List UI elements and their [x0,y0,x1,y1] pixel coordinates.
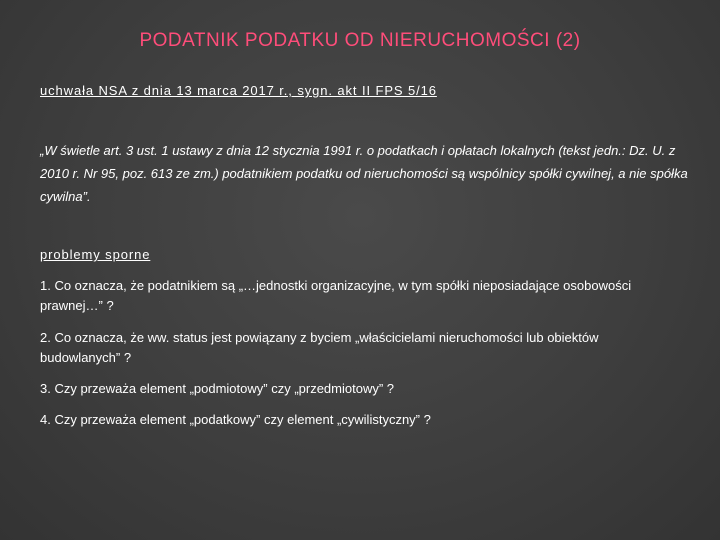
problem-item-1: 1. Co oznacza, że podatnikiem są „…jednostki organizacyjne, w tym spółki nieposiadające osobowości prawnej…” ? [40,278,632,313]
resolution-heading: uchwała NSA z dnia 13 marca 2017 r., sygn. akt II FPS 5/16 [40,83,437,98]
problems-heading: problemy sporne [40,247,151,262]
resolution-quote: „W świetle art. 3 ust. 1 ustawy z dnia 12 stycznia 1991 r. o podatkach i opłatach lokalnych (tekst jedn.: Dz. U. z 2010 r. Nr 95, poz. 613 ze zm.) podatnikiem podatku od nieruchomości są wspólnicy spółki cywilnej, a nie spółka cywilna”. [40,143,688,204]
problem-item-3: 3. Czy przeważa element „podmiotowy” czy „przedmiotowy” ? [40,381,395,396]
problem-item-4: 4. Czy przeważa element „podatkowy” czy element „cywilistyczny” ? [40,412,431,427]
problem-item-2: 2. Co oznacza, że ww. status jest powiązany z byciem „właścicielami nieruchomości lub obiektów budowlanych” ? [40,330,599,365]
slide-title: PODATNIK PODATKU OD NIERUCHOMOŚCI (2) [139,30,581,51]
